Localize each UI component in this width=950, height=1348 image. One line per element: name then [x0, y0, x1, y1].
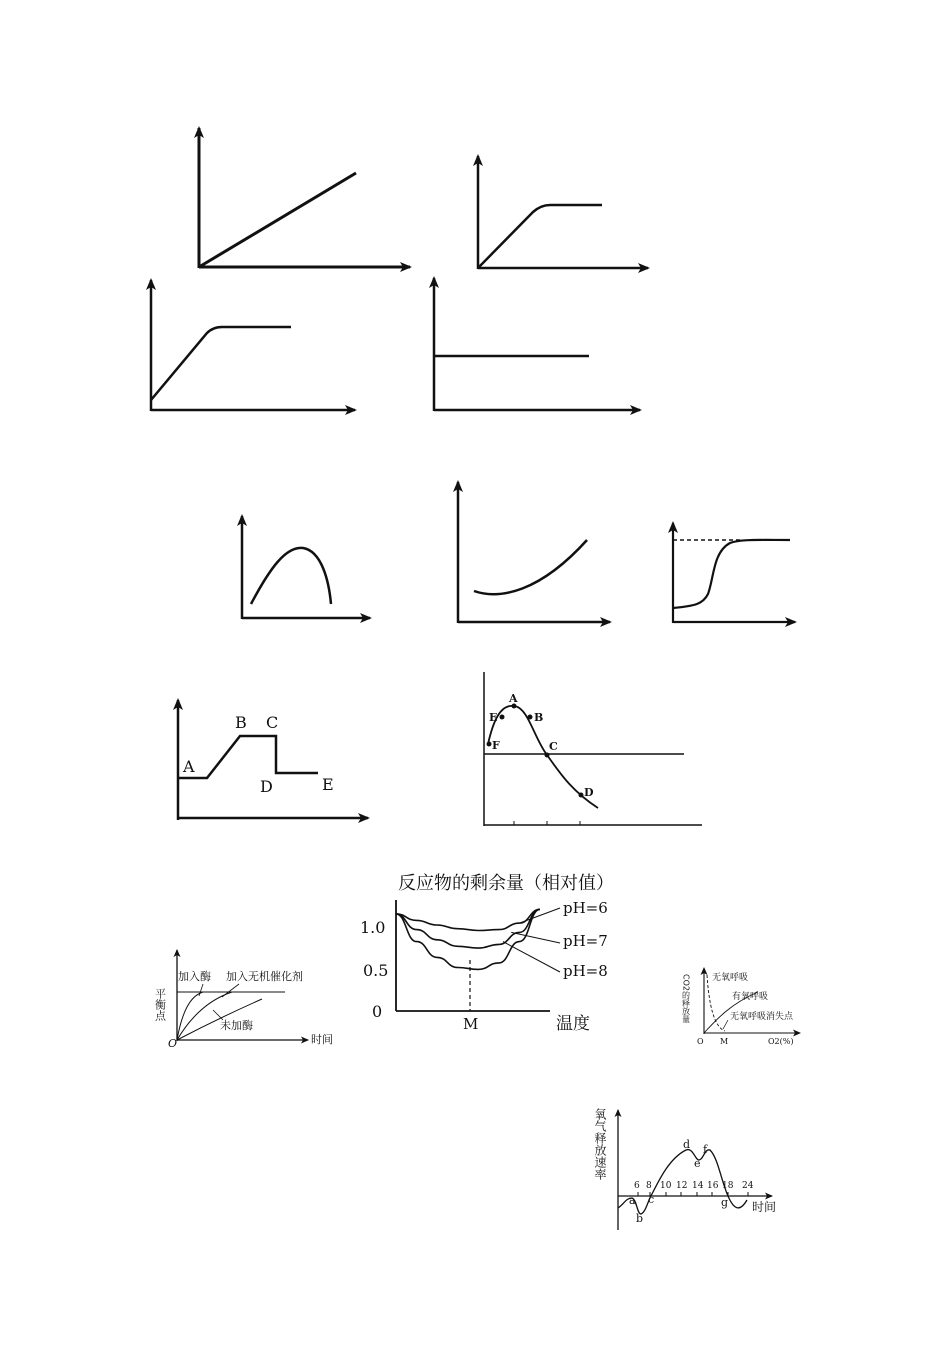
- graph-11-series-label: pH=7: [563, 932, 608, 950]
- graph-10-x-label: 时间: [311, 1033, 333, 1046]
- graph-13-x-tick: 18: [722, 1181, 734, 1191]
- graph-9: [484, 672, 702, 826]
- graph-11-m-label: M: [463, 1015, 479, 1033]
- graph-12-leader: [723, 1020, 728, 1029]
- graph-3-curve: [151, 327, 291, 400]
- graph-11-series-label: pH=6: [563, 899, 608, 917]
- graph-12-x-label: O2(%): [768, 1037, 794, 1046]
- graph-1: [199, 128, 410, 268]
- graph-1-curve: [199, 173, 356, 267]
- graph-11-y-tick: 1.0: [360, 918, 386, 937]
- graph-8-point-label: D: [260, 777, 273, 796]
- graph-13-x-tick: 24: [742, 1181, 754, 1191]
- graph-11-y-tick: 0.5: [363, 961, 389, 980]
- graph-13-point-label: g: [721, 1196, 729, 1209]
- graph-13-point-label: c: [648, 1193, 655, 1206]
- graph-13-x-tick: 6: [634, 1181, 640, 1191]
- graph-6: [458, 482, 610, 623]
- graph-6-curve: [474, 540, 587, 594]
- graph-8-point-label: C: [266, 713, 279, 732]
- graph-13-x-label: 时间: [752, 1200, 777, 1214]
- graph-9-point-c: [545, 753, 550, 758]
- graph-12-series-label: 无氧呼吸消失点: [730, 1012, 794, 1022]
- graph-9-point-label: B: [534, 711, 544, 724]
- graph-13-point-label: e: [694, 1157, 701, 1170]
- graph-11-x-label: 温度: [556, 1014, 590, 1034]
- graph-11-leader-line: [519, 908, 560, 923]
- graph-11-y-tick: 0: [372, 1002, 383, 1021]
- graph-11-series-line: [396, 909, 540, 969]
- graph-9-point-label: F: [492, 739, 500, 752]
- graph-13-x-tick: 12: [676, 1181, 688, 1191]
- graph-10-series-label: 未加酶: [220, 1019, 253, 1032]
- graph-9-point-label: C: [549, 740, 558, 753]
- graph-13-point-label: f: [703, 1143, 708, 1156]
- graph-11-title: 反应物的剩余量（相对值）: [398, 873, 614, 894]
- graph-8-point-label: E: [322, 775, 334, 794]
- graph-10-curve-inorganic: [177, 992, 232, 1040]
- graph-13-point-label: b: [636, 1212, 644, 1225]
- graph-10-leader: [199, 984, 203, 996]
- graph-7: [673, 523, 795, 623]
- graph-12-x-tick: M: [720, 1037, 729, 1046]
- graph-10-series-label: 加入无机催化剂: [226, 970, 303, 983]
- graph-12-series-label: 有氧呼吸: [732, 992, 769, 1002]
- graph-8-point-label: A: [183, 757, 195, 776]
- graph-8-curve: [178, 736, 318, 778]
- graph-11: [360, 873, 614, 1034]
- graph-12-series-label: 无氧呼吸: [712, 973, 749, 983]
- graph-8-point-label: B: [235, 713, 247, 732]
- graph-5-curve: [251, 548, 331, 604]
- graph-12: [682, 968, 801, 1046]
- graph-11-series-label: pH=8: [563, 962, 608, 980]
- graph-9-point-label: E: [489, 711, 498, 724]
- graph-9-point-b: [528, 715, 533, 720]
- graph-9-point-label: D: [584, 786, 594, 799]
- graph-13-x-tick: 16: [707, 1181, 719, 1191]
- graph-13-x-tick: 14: [692, 1181, 704, 1191]
- graph-10-leader: [222, 984, 239, 997]
- graph-5: [242, 516, 370, 619]
- graph-9-point-f: [487, 742, 492, 747]
- graph-4: [434, 278, 640, 411]
- graph-2-curve: [478, 205, 602, 268]
- graph-13-x-tick: 10: [660, 1181, 672, 1191]
- graph-10-series-label: 加入酶: [178, 970, 211, 983]
- graph-9-point-d: [579, 793, 584, 798]
- graph-11-series-line: [396, 909, 540, 930]
- graph-10: [154, 950, 334, 1050]
- graph-12-anaerobic-curve: [707, 975, 725, 1031]
- graph-13-point-label: d: [683, 1138, 691, 1151]
- graph-10-y-label: 平衡点: [153, 988, 167, 1021]
- graph-11-leader-line: [503, 942, 560, 972]
- graph-11-series-group: [396, 908, 560, 972]
- graph-13: [593, 1108, 776, 1230]
- graph-13-y-label: 氧气释放速率: [593, 1108, 607, 1180]
- graph-9-point-label: A: [509, 692, 518, 705]
- graph-10-origin-label: O: [168, 1037, 178, 1050]
- graph-2: [478, 156, 648, 269]
- graph-13-point-label: a: [629, 1194, 636, 1207]
- graph-7-curve: [673, 540, 790, 608]
- graph-8: [178, 700, 368, 820]
- graph-9-point-e: [500, 715, 505, 720]
- graph-3: [151, 280, 355, 411]
- graph-13-x-tick: 8: [646, 1181, 652, 1191]
- graph-12-x-tick: O: [697, 1037, 704, 1046]
- graph-12-y-label: CO2的释放量: [681, 974, 691, 1023]
